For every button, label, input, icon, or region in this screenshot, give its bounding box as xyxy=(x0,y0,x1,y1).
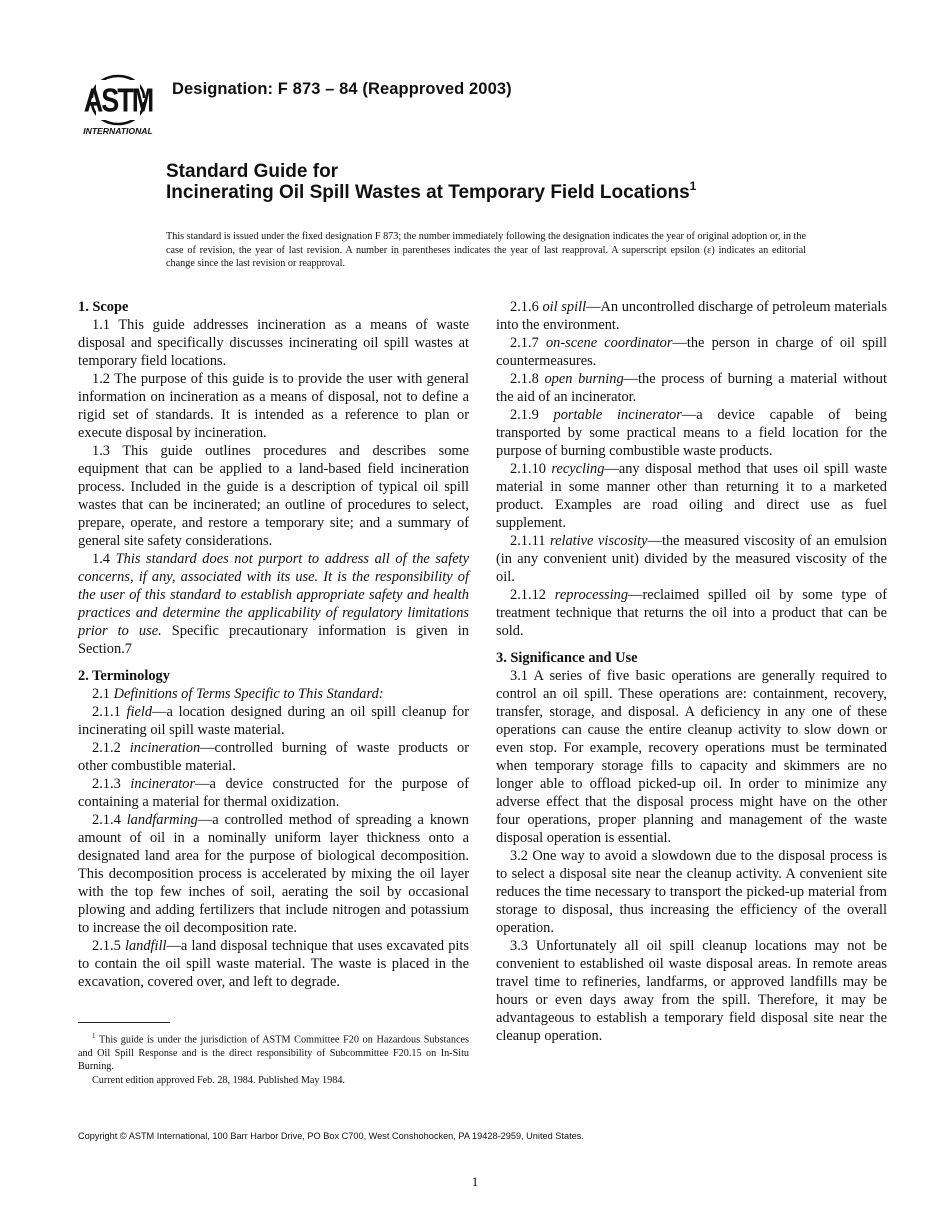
term: landfill xyxy=(124,938,167,954)
term-number: 2.1.5 xyxy=(92,938,125,954)
paragraph-2-1 xyxy=(78,685,469,703)
term: incinerator xyxy=(130,776,196,792)
footnote-divider xyxy=(78,1022,170,1023)
definition: —a location designed during an oil spill cleanup for incinerating oil spill waste material. xyxy=(78,704,469,738)
footnote-text xyxy=(78,1030,469,1074)
term-definition xyxy=(496,298,887,334)
term: on-scene coordinator xyxy=(545,335,673,351)
paragraph-3-3: 3.3 Unfortunately all oil spill cleanup locations may not be convenient to established oil waste disposal areas. In remote areas travel time to refineries, landfarms, or approved landfills may be hours or even days away from the spill. Therefore, it may be advantageous to establish a temporary field disposal site near the cleanup operation. xyxy=(496,938,887,1044)
term-definition xyxy=(78,739,469,775)
term-number: 2.1.3 xyxy=(92,776,131,792)
section-heading-scope: 1. Scope xyxy=(78,299,129,315)
term-definition xyxy=(496,334,887,370)
term-definition xyxy=(496,370,887,406)
page-title xyxy=(166,179,697,204)
paragraph-3-1: 3.1 A series of five basic operations are generally required to control an oil spill. These operations are: containment, recovery, transfer, storage, and disposal. A deficiency in any one of these operations can cause the entire cleanup activity to slow down or even stop. For example, recovery operations must be terminated when temporary storage fills to capacity and skimmers are no longer able to offload picked-up oil. In order to minimize any adverse effect that the disposal process might have on the other four operations, proper planning and management of the waste disposal operation is essential. xyxy=(496,668,887,846)
logo-text: ASTM xyxy=(83,81,153,120)
definition: —a land disposal technique that uses excavated pits to contain the oil spill waste material. The waste is placed in the excavation, covered over, and left to degrade. xyxy=(78,938,469,990)
term: field xyxy=(126,704,153,720)
title-footnote-mark: 1 xyxy=(689,179,697,193)
astm-logo xyxy=(78,68,158,136)
definition: —a controlled method of spreading a known amount of oil in a nominally uniform layer thickness onto a designated land area for the purpose of biological decomposition. This decomposition process is accelerated by mixing the oil layer with the top few inches of soil, aerating the soil by occasional plowing and adding fertilizers that include nitrogen and potassium to increase the oil decomposition rate. xyxy=(78,812,469,936)
safety-statement: This standard does not purport to address all of the safety concerns, if any, associated with its use. It is the responsibility of the user of this standard to establish appropriate safety and health practices and determine the applicability of regulatory limitations prior to use. xyxy=(78,551,469,639)
definition: —any disposal method that uses oil spill waste material in some manner other than returning it to a marketed product. Examples are road oiling and direct use as fuel supplement. xyxy=(496,461,888,531)
term-number: 2.1.9 xyxy=(510,407,554,423)
term-definition xyxy=(78,703,469,739)
term-number: 2.1.2 xyxy=(92,740,130,756)
term: incineration xyxy=(129,740,201,756)
paragraph-text: Specific precautionary information is given in Section.7 xyxy=(78,623,469,657)
definitions-heading: Definitions of Terms Specific to This Standard: xyxy=(113,686,384,702)
right-column xyxy=(496,298,887,1045)
term: oil spill xyxy=(542,299,587,315)
copyright: Copyright © ASTM International, 100 Barr Harbor Drive, PO Box C700, West Conshohocken, PA 19428-2959, United States. xyxy=(78,1131,584,1141)
footnote-edition: Current edition approved Feb. 28, 1984. Published May 1984. xyxy=(92,1074,345,1086)
definition: —the person in charge of oil spill countermeasures. xyxy=(496,335,887,369)
term: recycling xyxy=(551,461,605,477)
term-number: 2.1.1 xyxy=(92,704,127,720)
term-definition xyxy=(78,937,469,991)
term: landfarming xyxy=(126,812,198,828)
definition: —the process of burning a material without the aid of an incinerator. xyxy=(496,371,887,405)
term-number: 2.1.12 xyxy=(510,587,555,603)
section-heading-terminology: 2. Terminology xyxy=(78,668,170,684)
title-line-1: Standard Guide for xyxy=(166,161,339,182)
definition: —An uncontrolled discharge of petroleum materials into the environment. xyxy=(496,299,887,333)
term-number: 2.1.8 xyxy=(510,371,545,387)
paragraph-1-3: 1.3 This guide outlines procedures and describes some equipment that can be applied to a land-based field incineration process. Included in the guide is a description of typical oil spill wastes that can be incinerated; an outline of procedures to select, prepare, operate, and restore a temporary site; and a summary of general site safety considerations. xyxy=(78,443,469,549)
term-definition xyxy=(496,460,887,532)
definition: —a device capable of being transported by some practical means to a field location for the purpose of burning combustible waste products. xyxy=(496,407,887,459)
definition: —controlled burning of waste products or other combustible material. xyxy=(78,740,469,774)
left-column xyxy=(78,298,469,991)
term-definition xyxy=(78,811,469,937)
term-definition xyxy=(496,532,887,586)
paragraph-1-4 xyxy=(78,550,469,658)
title-line-2: Incinerating Oil Spill Wastes at Temporary Field Locations xyxy=(166,182,690,203)
definition: —a device constructed for the purpose of containing a material for thermal oxidization. xyxy=(78,776,469,810)
term-number: 2.1.7 xyxy=(510,335,546,351)
term-definition xyxy=(496,406,887,460)
paragraph-1-1: 1.1 This guide addresses incineration as a means of waste disposal and specifically discusses incinerating oil spill wastes at temporary field locations. xyxy=(78,317,469,369)
paragraph-3-2: 3.2 One way to avoid a slowdown due to the disposal process is to select a disposal site near the cleanup activity. A convenient site reduces the time necessary to transport the picked-up material from storage to disposal, thus increasing the efficiency of the overall operation. xyxy=(496,848,887,936)
standard-notice: This standard is issued under the fixed designation F 873; the number immediately following the designation indicates the year of original adoption or, in the case of revision, the year of last revision. A number in parentheses indicates the year of last reapproval. A superscript epsilon (ε) indicates an editorial change since the last revision or reapproval. xyxy=(166,231,806,270)
paragraph-1-2: 1.2 The purpose of this guide is to provide the user with general information on incineration as a means of disposal, not to define a rigid set of standards. It is intended as a reference to plan or execute disposal by incineration. xyxy=(78,371,469,441)
logo-subtext: INTERNATIONAL xyxy=(83,126,153,136)
paragraph-number: 2.1 xyxy=(92,686,114,702)
term-number: 2.1.6 xyxy=(510,299,543,315)
definition: —the measured viscosity of an emulsion (in any convenient unit) divided by the measured viscosity of the oil. xyxy=(496,533,887,585)
designation: Designation: F 873 – 84 (Reapproved 2003) xyxy=(172,80,512,98)
page-number: 1 xyxy=(471,1174,479,1189)
definition: —reclaimed spilled oil by some type of treatment technique that returns the oil into a product that can be sold. xyxy=(496,587,887,639)
term: reprocessing xyxy=(554,587,629,603)
term-number: 2.1.10 xyxy=(510,461,552,477)
term: open burning xyxy=(544,371,624,387)
paragraph-number: 1.4 xyxy=(92,551,116,567)
term-definition xyxy=(78,775,469,811)
term: relative viscosity xyxy=(550,533,648,549)
footnote-mark: 1 xyxy=(92,1032,96,1040)
footnote-body: This guide is under the jurisdiction of ASTM Committee F20 on Hazardous Substances and Oil Spill Response and is the direct responsibility of Subcommittee F20.15 on In-Situ Burning. xyxy=(78,1034,469,1073)
footnote xyxy=(78,1030,469,1087)
term-number: 2.1.11 xyxy=(510,533,551,549)
term-number: 2.1.4 xyxy=(92,812,127,828)
term-definition xyxy=(496,586,887,640)
term: portable incinerator xyxy=(553,407,682,423)
section-heading-significance: 3. Significance and Use xyxy=(496,650,638,666)
